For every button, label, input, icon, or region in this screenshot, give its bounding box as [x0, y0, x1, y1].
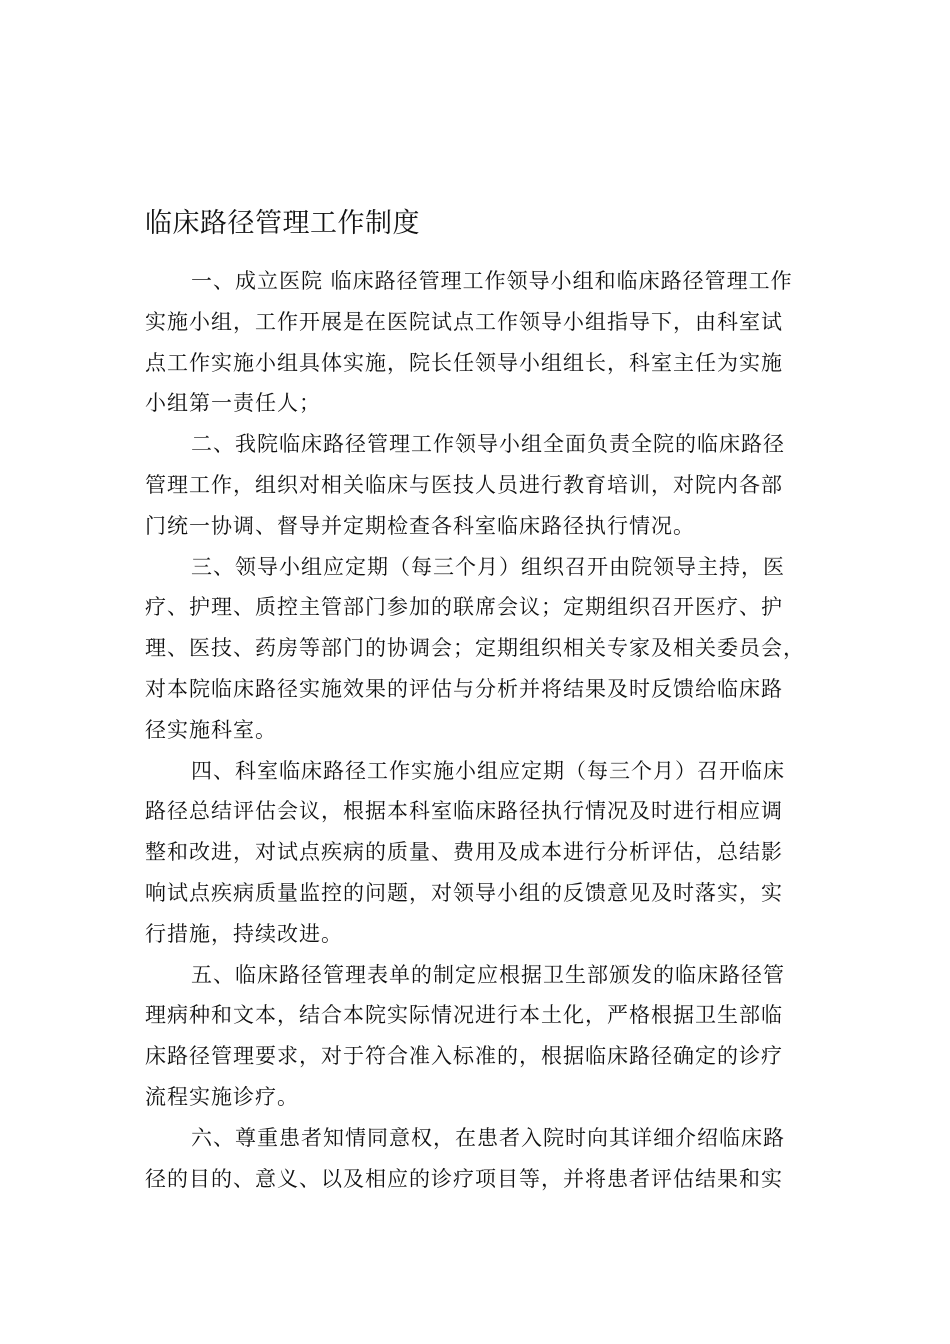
paragraph-line: 疗、护理、质控主管部门参加的联席会议；定期组织召开医疗、护	[145, 595, 783, 620]
paragraph-line: 一、成立医院 临床路径管理工作领导小组和临床路径管理工作	[191, 269, 793, 293]
paragraph-line: 行措施，持续改进。	[145, 921, 343, 946]
paragraph-line: 四、科室临床路径工作实施小组应定期（每三个月）召开临床	[191, 758, 785, 783]
document-body	[145, 261, 825, 1199]
paragraph	[145, 955, 825, 1118]
document-title: 临床路径管理工作制度	[145, 208, 420, 239]
paragraph-line: 六、尊重患者知情同意权，在患者入院时向其详细介绍临床路	[191, 1125, 785, 1150]
paragraph-line: 路径总结评估会议，根据本科室临床路径执行情况及时进行相应调	[145, 799, 783, 824]
paragraph	[145, 1118, 825, 1200]
paragraph-line: 实施小组，工作开展是在医院试点工作领导小组指导下，由科室试	[145, 309, 783, 334]
paragraph-line: 流程实施诊疗。	[145, 1084, 299, 1109]
paragraph-line: 二、我院临床路径管理工作领导小组全面负责全院的临床路径	[191, 432, 785, 457]
paragraph-line: 整和改进，对试点疾病的质量、费用及成本进行分析评估，总结影	[145, 840, 783, 865]
paragraph-line: 管理工作，组织对相关临床与医技人员进行教育培训，对院内各部	[145, 472, 783, 497]
paragraph-line: 小组第一责任人；	[145, 391, 321, 416]
paragraph-line: 径的目的、意义、以及相应的诊疗项目等，并将患者评估结果和实	[145, 1166, 783, 1191]
paragraph	[145, 424, 825, 546]
paragraph-line: 对本院临床路径实施效果的评估与分析并将结果及时反馈给临床路	[145, 676, 783, 701]
paragraph-line: 点工作实施小组具体实施，院长任领导小组组长，科室主任为实施	[145, 350, 783, 375]
paragraph-line: 理、医技、药房等部门的协调会；定期组织相关专家及相关委员会，	[145, 636, 805, 661]
paragraph	[145, 261, 825, 424]
paragraph-line: 响试点疾病质量监控的问题，对领导小组的反馈意见及时落实，实	[145, 880, 783, 905]
paragraph-line: 径实施科室。	[145, 717, 277, 742]
paragraph-line: 三、领导小组应定期（每三个月）组织召开由院领导主持，医	[191, 554, 785, 579]
paragraph-line: 理病种和文本，结合本院实际情况进行本土化，严格根据卫生部临	[145, 1003, 783, 1028]
paragraph	[145, 751, 825, 955]
paragraph	[145, 547, 825, 751]
paragraph-line: 床路径管理要求，对于符合准入标准的，根据临床路径确定的诊疗	[145, 1044, 783, 1069]
paragraph-line: 五、临床路径管理表单的制定应根据卫生部颁发的临床路径管	[191, 962, 785, 987]
paragraph-line: 门统一协调、督导并定期检查各科室临床路径执行情况。	[145, 513, 695, 538]
